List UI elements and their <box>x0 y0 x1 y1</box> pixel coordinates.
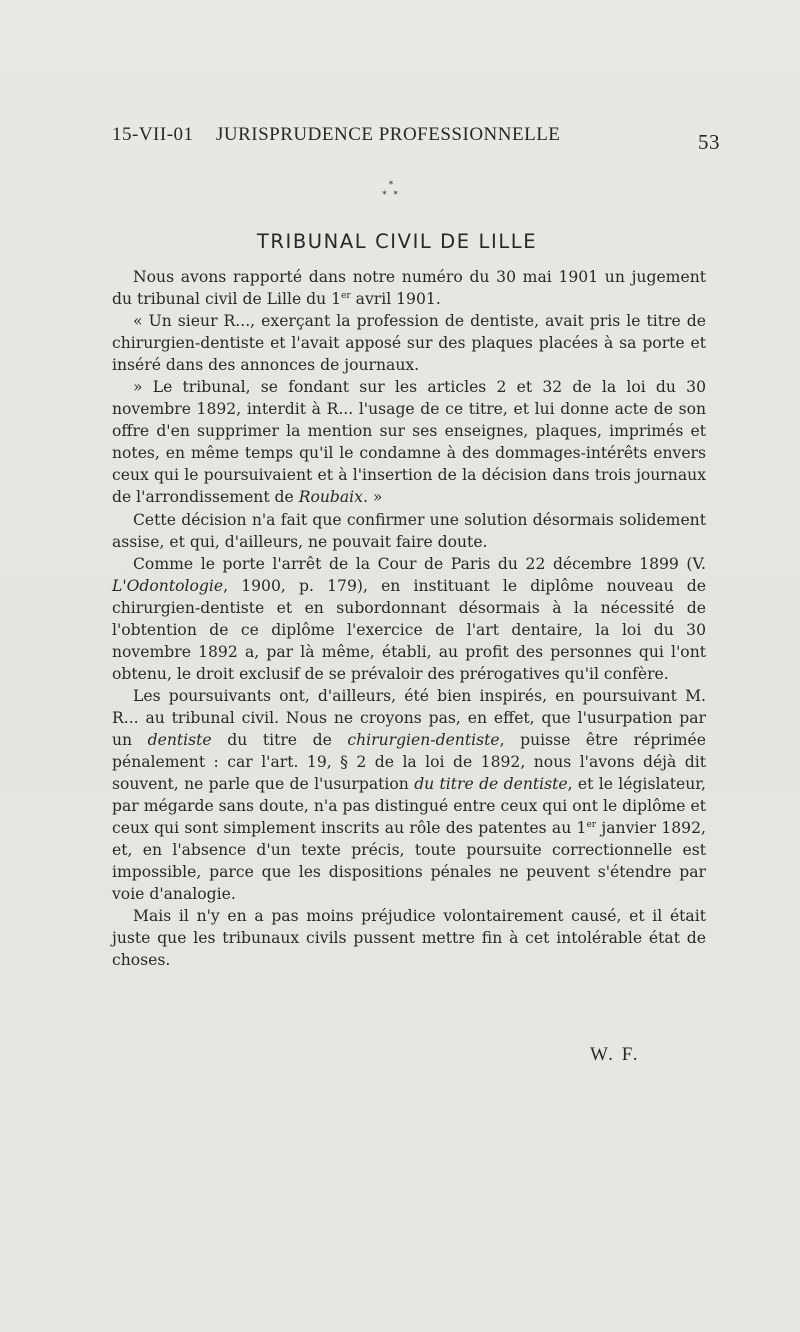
superscript-er: er <box>341 290 351 301</box>
running-head <box>112 124 720 154</box>
issue-date: 15-VII-01 <box>112 124 194 145</box>
paragraph-2: « Un sieur R..., exerçant la profession de dentiste, avait pris le titre de chirurgien-dentiste et l'avait apposé sur des plaques placées à sa porte et inséré dans des annonces de journaux. <box>112 312 706 375</box>
paragraph-4: Cette décision n'a fait que confirmer une solution désormais solidement assise, et qui, d'ailleurs, ne pouvait faire doute. <box>112 510 706 551</box>
paragraph-3-text-b: . » <box>362 488 383 507</box>
paragraph-1-text-a: Nous avons rapporté dans notre numéro du 30 mai 1901 un jugement du tribunal civil de Lille du 1 <box>112 268 706 309</box>
term-chirurgien-dentiste: chirurgien-dentiste <box>347 730 500 749</box>
paragraph-6-text-c: , puisse être réprimée pénalement : car l'art. 19, § 2 de la loi de 1892, nous l'avons déjà dit souvent, ne parle que de l'usurpation <box>112 730 707 794</box>
asterism-top: * <box>388 180 394 190</box>
term-dentiste: dentiste <box>147 730 212 749</box>
page-number: 53 <box>698 130 720 154</box>
paragraph-1-text-b: avril 1901. <box>350 290 441 309</box>
signature: W. F. <box>590 1044 640 1065</box>
paragraph-6-text-a: Les poursuivants ont, d'ailleurs, été bien inspirés, en poursuivant M. R... au tribunal civil. Nous ne croyons pas, en effet, que l'usurpation par un <box>112 686 706 749</box>
paragraph-6-text-e: janvier 1892, et, en l'absence d'un texte précis, toute poursuite correctionnelle est impossible, parce que les dispositions pénales ne peuvent s'étendre par voie d'analogie. <box>112 819 706 904</box>
paragraph-6-text-b: du titre de <box>211 730 348 749</box>
paragraph-6-text-d: , et le législateur, par mégarde sans doute, n'a pas distingué entre ceux qui ont le diplôme et ceux qui sont simplement inscrits au rôle des patentes au 1 <box>112 775 706 838</box>
section-title: JURISPRUDENCE PROFESSIONNELLE <box>216 124 561 145</box>
paragraph-5-text-a: Comme le porte l'arrêt de la Cour de Paris du 22 décembre 1899 (V. <box>133 554 706 573</box>
term-titre-de-dentiste: du titre de dentiste <box>414 775 568 794</box>
paragraph-7: Mais il n'y en a pas moins préjudice volontairement causé, et il était juste que les tribunaux civils pussent mettre fin à cet intolérable état de choses. <box>112 907 706 970</box>
paragraph-3 <box>112 376 706 508</box>
paragraph-3-text-a: » Le tribunal, se fondant sur les articles 2 et 32 de la loi du 30 novembre 1892, interdit à R... l'usage de ce titre, et lui donne acte de son offre d'en supprimer la mention sur ses enseignes, plaques, imprimés et notes, en même temps qu'il le condamne à des dommages-intérêts envers ceux qui le poursuivaient et à l'insertion de la décision dans trois journaux de l'arrondissement de <box>112 378 706 507</box>
paragraph-5 <box>112 553 706 685</box>
place-roubaix: Roubaix <box>298 488 363 507</box>
paragraph-1 <box>112 266 706 310</box>
asterism-bottom: * * <box>382 190 400 200</box>
article-title: TRIBUNAL CIVIL DE LILLE <box>256 230 538 253</box>
asterism <box>376 180 406 210</box>
paragraph-5-text-b: , 1900, p. 179), en instituant le diplôme nouveau de chirurgien-dentiste et en subordonnant désormais à la nécessité de l'obtention de ce diplôme l'exercice de l'art dentaire, la loi du 30 novembre 1892 a, par là même, établi, au profit des personnes qui l'ont obtenu, le droit exclusif de se prévaloir des prérogatives qu'il confère. <box>112 576 706 683</box>
article-body <box>112 266 706 972</box>
journal-title: L'Odontologie <box>112 576 224 595</box>
paragraph-6 <box>112 685 706 905</box>
superscript-er: er <box>586 819 597 830</box>
